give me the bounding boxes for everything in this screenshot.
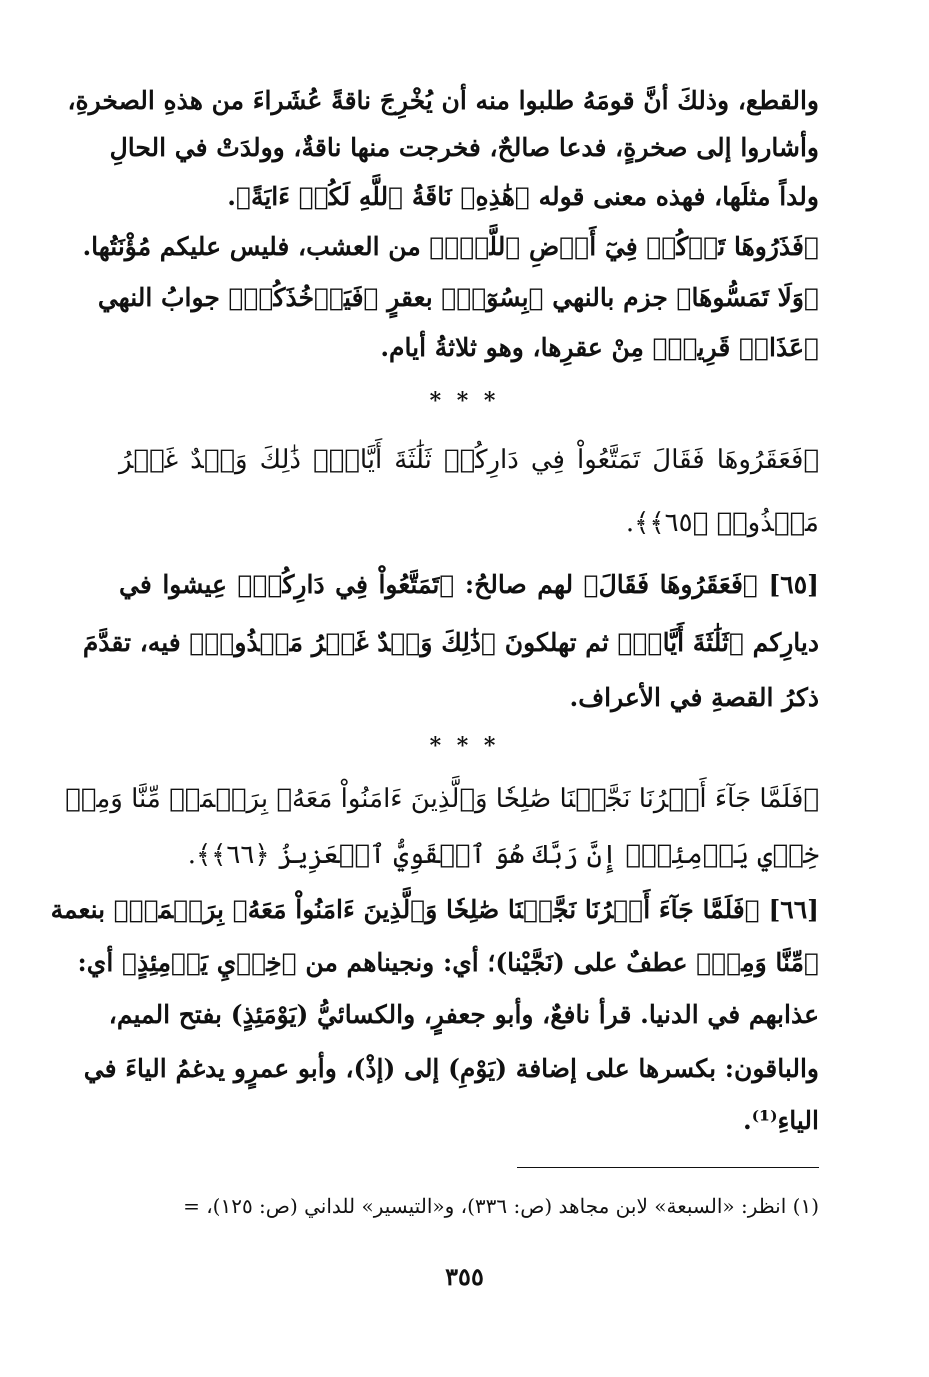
text-line: [٦٦] ﴿فَلَمَّا جَآءَ أَمۡرُنَا نَجَّيۡنَا صَٰلِحٗا وَٱلَّذِينَ ءَامَنُواْ مَعَهُۥ بِرَحۡمَةٖ﴾ بنعمة	[50, 895, 819, 924]
page-number: ٣٥٥	[445, 1262, 484, 1291]
verse-line: ﴿فَلَمَّا جَآءَ أَمۡرُنَا نَجَّيۡنَا صَٰلِحٗا وَٱلَّذِينَ ءَامَنُواْ مَعَهُۥ بِرَحۡمَةٖ مِّنَّا وَمِنۡ	[65, 784, 819, 814]
verse-line: خِزۡيِ يَوۡمِئِذٍۚ إِنَّ رَبَّكَ هُوَ ٱلۡقَوِيُّ ٱلۡعَزِيزُ ﴿٦٦﴾﴾.	[187, 840, 819, 870]
text-line: ﴿مِّنَّا وَمِنۡ﴾ عطفٌ على (نَجَّيْنا)؛ أي: ونجيناهم من ﴿خِزۡيِ يَوۡمِئِذٍ﴾ أي:	[77, 948, 819, 977]
text-line: ﴿وَلَا تَمَسُّوهَا﴾ جزم بالنهي ﴿بِسُوٓءٖ﴾ بعقرٍ ﴿فَيَأۡخُذَكُمۡ﴾ جوابُ النهي	[97, 283, 819, 312]
footnote-rule	[517, 1167, 819, 1168]
section-separator: * * *	[429, 388, 500, 414]
text-line: والقطع، وذلكَ أنَّ قومَهُ طلبوا منه أن يُخْرِجَ ناقةً عُشَراءَ من هذهِ الصخرةِ،	[67, 86, 819, 115]
text-line: والباقون: بكسرها على إضافة (يَوْمِ) إلى (إذْ)، وأبو عمرٍو يدغمُ الياءَ في	[83, 1054, 819, 1083]
text-line: ﴿فَذَرُوهَا تَأۡكُلۡ فِيٓ أَرۡضِ ٱللَّهِۖ﴾ من العشب، فليس عليكم مُؤْنَتُها.	[82, 232, 819, 261]
text-line: ولداً مثلَها، فهذه معنى قوله ﴿هَٰذِهِۦ نَاقَةُ ٱللَّهِ لَكُمۡ ءَايَةً﴾.	[227, 182, 819, 211]
text-line: ديارِكم ﴿ثَلَٰثَةَ أَيَّامٖ﴾ ثم تهلكونَ ﴿ذَٰلِكَ وَعۡدٌ غَيۡرُ مَكۡذُوبٖ﴾ فيه، تقدَّمَ	[82, 628, 819, 657]
text-line: [٦٥] ﴿فَعَقَرُوهَا فَقَالَ﴾ لهم صالحُ: ﴿تَمَتَّعُواْ فِي دَارِكُمۡ﴾ عِيشوا في	[119, 570, 819, 599]
text-line: ﴿عَذَابٞ قَرِيبٞ﴾ مِنْ عقرِها، وهو ثلاثةُ أيام.	[380, 333, 819, 362]
footnote: (١) انظر: «السبعة» لابن مجاهد (ص: ٣٣٦)، و«التيسير» للداني (ص: ١٢٥)، =	[183, 1194, 819, 1218]
section-separator: * * *	[429, 733, 500, 759]
verse-line: مَكۡذُوبٖ ﴿٦٥﴾﴾.	[625, 508, 819, 538]
text-line: ذكرُ القصةِ في الأعراف.	[569, 683, 819, 712]
verse-line: ﴿فَعَقَرُوهَا فَقَالَ تَمَتَّعُواْ فِي دَارِكُمۡ ثَلَٰثَةَ أَيَّامٖۖ ذَٰلِكَ وَعۡدٌ غَيۡرُ	[119, 445, 819, 475]
text-line: الياءِ⁽¹⁾.	[742, 1106, 819, 1135]
text-line: وأشاروا إلى صخرةٍ، فدعا صالحٌ، فخرجت منها ناقةٌ، وولدَتْ في الحالِ	[109, 133, 819, 162]
text-line: عذابهم في الدنيا. قرأ نافعٌ، وأبو جعفرٍ، والكسائيُّ (يَوْمَئِذٍ) بفتح الميم،	[108, 1000, 819, 1029]
